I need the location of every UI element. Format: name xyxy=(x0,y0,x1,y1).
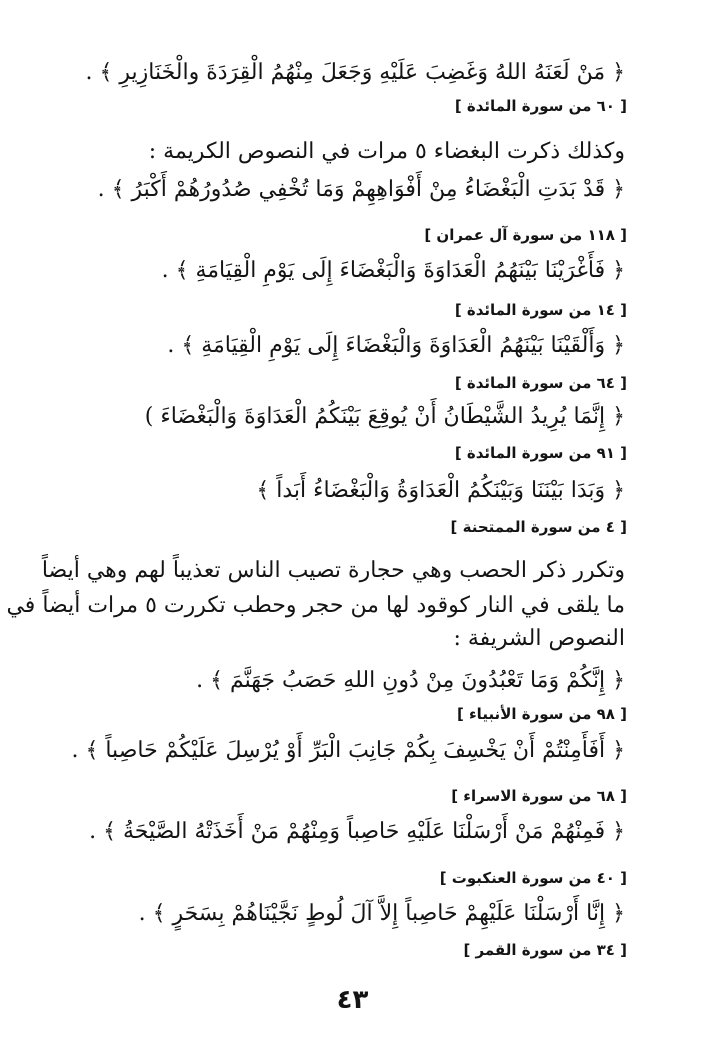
verse-reference-anbiya-98: [ ٩٨ من سورة الأنبياء ] xyxy=(456,705,627,723)
verse-line-qamar-34: ﴿ إِنَّا أَرْسَلْنَا عَلَيْهِمْ حَاصِباً إِلاَّ آلَ لُوطٍ نَجَّيْنَاهُمْ بِسَحَرٍ ﴾ . xyxy=(138,901,625,926)
verse-line-maidah-91: ﴿ إِنَّمَا يُرِيدُ الشَّيْطَانُ أَنْ يُوقِعَ بَيْنَكُمُ الْعَدَاوَةَ وَالْبَغْضَاءَ ) xyxy=(144,404,625,429)
paragraph-line-hasab-2: ما يلقى في النار كوقود لها من حجر وحطب تكررت ٥ مرات أيضاً في xyxy=(6,593,625,618)
verse-line-maidah-60: ﴿ مَنْ لَعَنَهُ اللهُ وَغَضِبَ عَلَيْهِ وَجَعَلَ مِنْهُمُ الْقِرَدَةَ والْخَنَازِيرِ ﴾ . xyxy=(85,60,625,85)
verse-line-mumtahanah-4: ﴿ وَبَدَا بَيْنَنَا وَبَيْنَكُمُ الْعَدَاوَةُ وَالْبَغْضَاءُ أَبَداً ﴾ xyxy=(256,478,625,503)
paragraph-line-baghda-intro: وكذلك ذكرت البغضاء ٥ مرات في النصوص الكريمة : xyxy=(148,139,625,164)
verse-line-al-imran-118: ﴿ قَدْ بَدَتِ الْبَغْضَاءُ مِنْ أَفْوَاهِهِمْ وَمَا تُخْفِي صُدُورُهُمْ أَكْبَرُ ﴾ . xyxy=(97,177,625,202)
verse-line-anbiya-98: ﴿ إِنَّكُمْ وَمَا تَعْبُدُونَ مِنْ دُونِ اللهِ حَصَبُ جَهَنَّمَ ﴾ . xyxy=(196,668,625,693)
verse-line-maidah-14: ﴿ فَأَغْرَيْنَا بَيْنَهُمُ الْعَدَاوَةَ وَالْبَغْضَاءَ إِلَى يَوْمِ الْقِيَامَةِ ﴾ . xyxy=(161,258,625,283)
verse-reference-maidah-60: [ ٦٠ من سورة المائدة ] xyxy=(454,97,627,115)
verse-reference-ankabut-40: [ ٤٠ من سورة العنكبوت ] xyxy=(439,869,627,887)
verse-reference-al-imran-118: [ ١١٨ من سورة آل عمران ] xyxy=(424,226,627,244)
verse-reference-maidah-64: [ ٦٤ من سورة المائدة ] xyxy=(454,374,627,392)
paragraph-line-hasab-1: وتكرر ذكر الحصب وهي حجارة تصيب الناس تعذيباً لهم وهي أيضاً xyxy=(41,558,625,583)
verse-line-ankabut-40: ﴿ فَمِنْهُمْ مَنْ أَرْسَلْنَا عَلَيْهِ حَاصِباً وَمِنْهُمْ مَنْ أَخَذَتْهُ الصَّيْحَةُ ﴾ . xyxy=(89,819,625,844)
verse-line-maidah-64: ﴿ وَأَلْقَيْنَا بَيْنَهُمُ الْعَدَاوَةَ وَالْبَغْضَاءَ إِلَى يَوْمِ الْقِيَامَةِ ﴾ . xyxy=(167,333,625,358)
verse-reference-isra-68: [ ٦٨ من سورة الاسراء ] xyxy=(451,787,627,805)
verse-reference-mumtahanah-4: [ ٤ من سورة الممتحنة ] xyxy=(450,518,627,536)
paragraph-line-hasab-3: النصوص الشريفة : xyxy=(453,626,625,651)
verse-reference-qamar-34: [ ٣٤ من سورة القمر ] xyxy=(463,941,627,959)
verse-reference-maidah-91: [ ٩١ من سورة المائدة ] xyxy=(454,444,627,462)
verse-reference-maidah-14: [ ١٤ من سورة المائدة ] xyxy=(454,301,627,319)
verse-line-isra-68: ﴿ أَفَأَمِنْتُمْ أَنْ يَخْسِفَ بِكُمْ جَانِبَ الْبَرِّ أَوْ يُرْسِلَ عَلَيْكُمْ حَاصِباً ﴾ . xyxy=(71,738,625,763)
page-number: ٤٣ xyxy=(336,985,369,1015)
